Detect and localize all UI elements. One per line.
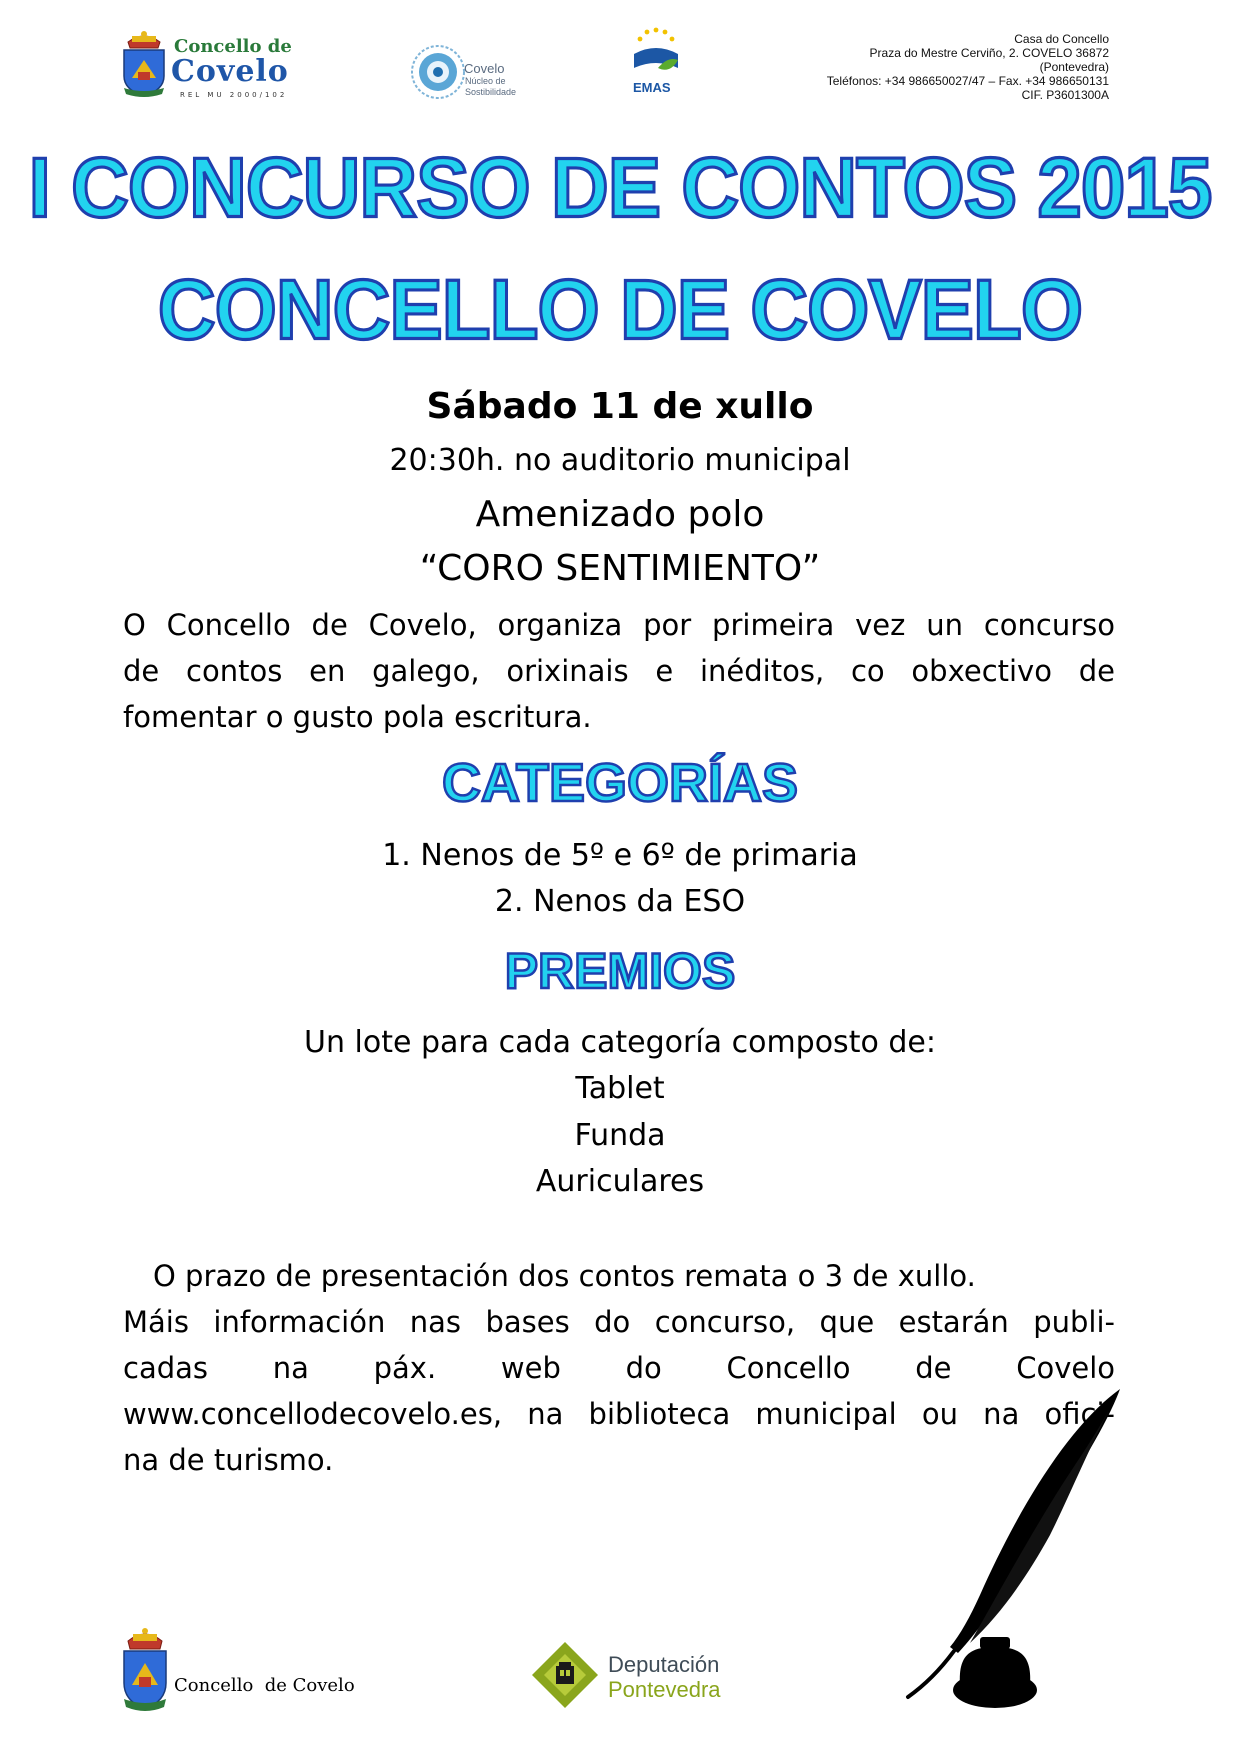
premios-intro: Un lote para cada categoría composto de: — [304, 1025, 936, 1060]
address-line: Casa do Concello — [1014, 32, 1109, 46]
event-amenizado: Amenizado polo — [475, 494, 765, 535]
premio-item: Tablet — [575, 1071, 665, 1106]
closing-line: www.concellodecovelo.es, na biblioteca municipal ou na ofici- — [123, 1397, 1115, 1431]
intro-paragraph — [123, 602, 1115, 740]
intro-line: fomentar o gusto pola escritura. — [123, 700, 592, 734]
logo-small: REL MU 2000/102 — [180, 91, 288, 99]
footer-concello: Concello de Covelo — [174, 1675, 355, 1696]
footer-coat-of-arms-icon — [118, 1625, 172, 1715]
categoria-item: 1. Nenos de 5º e 6º de primaria — [382, 838, 858, 873]
sustainability-seal-icon — [410, 44, 466, 100]
event-time-place: 20:30h. no auditorio municipal — [389, 443, 851, 478]
title-line2: CONCELLO DE COVELO — [157, 262, 1083, 357]
address-block — [689, 32, 1109, 102]
premios-heading: PREMIOS — [504, 943, 736, 999]
address-line: Teléfonos: +34 986650027/47 – Fax. +34 986650131 — [826, 74, 1109, 88]
address-line: CIF. P3601300A — [1021, 88, 1109, 102]
nucleo-sub1: Núcleo de — [465, 76, 506, 86]
intro-line: O Concello de Covelo, organiza por primeira vez un concurso — [123, 608, 1115, 642]
address-line: Praza do Mestre Cerviño, 2. COVELO 36872 — [869, 46, 1109, 60]
logo-line1: Concello de — [174, 36, 292, 57]
event-coro: “CORO SENTIMIENTO” — [419, 548, 821, 589]
deputacion-line2: Pontevedra — [608, 1677, 721, 1702]
coat-of-arms-icon — [118, 28, 170, 100]
closing-line: O prazo de presentación dos contos remata o 3 de xullo. — [153, 1259, 976, 1293]
title-line1: I CONCURSO DE CONTOS 2015 — [28, 140, 1212, 235]
event-date: Sábado 11 de xullo — [426, 386, 814, 427]
closing-line: Máis información nas bases do concurso, que estarán publi- — [123, 1305, 1115, 1339]
emas-logo-icon — [628, 24, 684, 80]
categoria-item: 2. Nenos da ESO — [494, 884, 746, 919]
address-line: (Pontevedra) — [1039, 60, 1109, 74]
nucleo-sub2: Sostibilidade — [465, 87, 517, 97]
deputacion-line1: Deputación — [608, 1652, 720, 1677]
intro-line: de contos en galego, orixinais e inéditos, co obxectivo de — [123, 654, 1115, 688]
quill-inkwell-icon — [900, 1385, 1130, 1710]
nucleo-name: Covelo — [464, 61, 505, 76]
emas-label: EMAS — [633, 80, 671, 95]
deputacion-logo-icon — [530, 1640, 600, 1710]
premio-item: Funda — [574, 1118, 666, 1153]
premio-item: Auriculares — [535, 1164, 705, 1199]
closing-line: na de turismo. — [123, 1443, 334, 1477]
categorias-heading: CATEGORÍAS — [441, 753, 798, 813]
closing-line: cadas na páx. web do Concello de Covelo — [123, 1351, 1115, 1385]
logo-line2: Covelo — [171, 54, 289, 89]
